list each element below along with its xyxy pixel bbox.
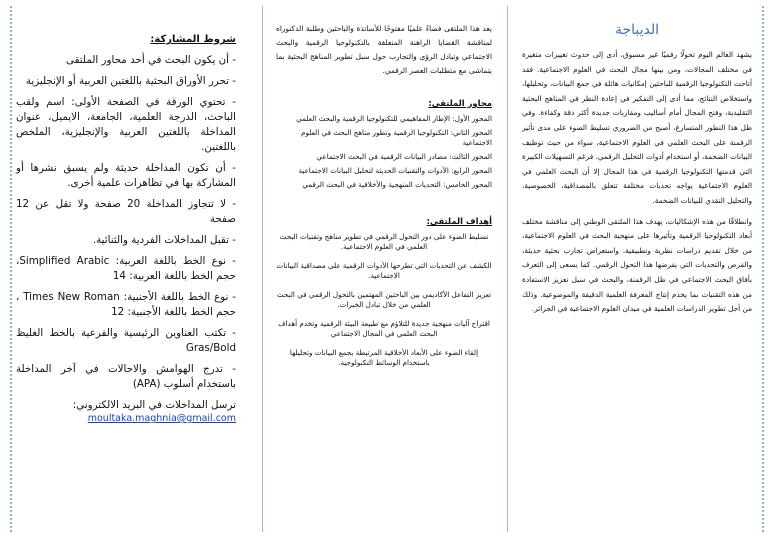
condition-item: - تكتب العناوين الرئيسية والفرعية بالخط الغليظ Gras/Bold — [16, 327, 236, 354]
goal-item: إلقاء الضوء على الأبعاد الأخلاقية المرتبطة بجمع البيانات وتحليلها باستخدام الوسائط التكنولوجية. — [289, 348, 479, 367]
goal-item: تسليط الضوء على دور التحول الرقمي في تطوير مناهج وتقنيات البحث العلمي في العلوم الاجتماعية. — [279, 232, 489, 251]
email-link[interactable]: moultaka.maghnia@gmail.com — [87, 413, 236, 424]
preamble-paragraph-2: وانطلاقًا من هذه الإشكاليات، يهدف هذا الملتقى الوطني إلى مناقشة مختلف أبعاد التكنولوجيا الرقمية وتأثيرها على منهجية البحث في العلوم الاجتماعية، من خلال تقديم دراسات نظرية وتطبيقية، واستعراض تجارب بحثية حديثة، والفرص والتحديات التي يفرضها هذا التحول الرقمي. كما يسعى إلى التعرف بأفاق البحث الاجتماعي في ظل الرقمنة، والبحث في سبل تعزيز الاستفادة من هذه التقنيات بما يخدم إنتاج المعرفة العلمية الدقيقة والموضوعية. وذلك من أجل تطوير الدراسات العلمية في ميدان العلوم الاجتماعية في الجزائر. — [522, 216, 752, 314]
intro-paragraph: يعد هذا الملتقى فضاءً علميًا مفتوحًا للأساتذة والباحثين وطلبة الدكتوراه لمناقشة القضايا الراهنة المتعلقة بالتكنولوجيا الرقمية والبحث الاجتماعي وتبادل الرؤى والتجارب حول سبل تطوير المناهج البحثية بما يتماشى مع متطلبات العصر الرقمي. — [276, 24, 492, 75]
middle-panel — [266, 6, 504, 532]
condition-item: ترسل المداخلات في البريد الالكتروني: — [72, 399, 236, 411]
condition-item: - تقبل المداخلات الفردية والثنائية. — [92, 234, 236, 246]
axis-item: المحور الثاني: التكنولوجيا الرقمية وتطور مناهج البحث في العلوم الاجتماعية — [301, 128, 492, 147]
axis-item: المحور الرابع: الأدوات والتقنيات الحديثة لتحليل البيانات الاجتماعية — [298, 166, 492, 175]
condition-item: - تدرج الهوامش والاحالات في آخر المداخلة باستخدام أسلوب (APA) — [16, 363, 236, 390]
condition-item: - نوع الخط باللغة الأجنبية: Times New Roman ، حجم الخط باللغة الأجنبية: 12 — [16, 291, 236, 318]
condition-item: - نوع الخط باللغة العربية: Simplified Arabic، حجم الخط باللغة العربية: 14 — [16, 255, 236, 282]
condition-item: - تحرر الأوراق البحثية باللغتين العربية أو الإنجليزية — [25, 75, 236, 87]
goals-title: أهداف الملتقى: — [426, 216, 492, 226]
conditions-title: شروط المشاركة: — [150, 34, 236, 45]
middle-frame-right — [507, 6, 508, 532]
condition-item: - لا تتجاوز المداخلة 20 صفحة ولا تقل عن 12 صفحة — [16, 198, 236, 225]
axis-item: المحور الأول: الإطار المفاهيمي للتكنولوجيا الرقمية والبحث العلمي — [296, 114, 492, 123]
condition-item: - أن يكون البحث في أحد محاور الملتقى — [66, 54, 236, 66]
goals-list — [276, 232, 492, 368]
goal-item: تعزيز التفاعل الأكاديمي بين الباحثين المهتمين بالتحول الرقمي في البحث العلمي من خلال تبادل الخبرات. — [276, 290, 492, 309]
conditions-panel — [6, 6, 250, 532]
preamble-panel — [512, 6, 762, 532]
conditions-list — [16, 53, 236, 413]
condition-item: - أن تكون المداخلة حديثة ولم يسبق نشرها أو المشاركة بها في تظاهرات علمية أخرى. — [16, 162, 236, 189]
axis-item: المحور الثالث: مصادر البيانات الرقمية في البحث الاجتماعي — [316, 152, 492, 161]
preamble-title: الديباجة — [614, 22, 660, 38]
goal-item: الكشف عن التحديات التي تطرحها الأدوات الرقمية على مصداقية البيانات الاجتماعية. — [276, 261, 492, 280]
axes-list — [276, 114, 492, 190]
axes-title: محاور الملتقى: — [428, 98, 492, 108]
preamble-paragraph-1: يشهد العالم اليوم تحولًا رقميًا غير مسبوق، أدى إلى حدوث تغييرات متغيرة في مختلف المجالات، ومن بينها مجال البحث في العلوم الاجتماعية. فقد أتاحت التكنولوجيا الرقمية للباحثين إمكانيات هائلة في جمع البيانات، وتحليلها، واستخلاص النتائج، مما أدى إلى التفكير في إعادة النظر في المناهج البحثية التقليدية، وفتح المجال أمام أساليب ومقاربات جديدة أكثر دقة وكفاءة. وفي ظل هذا التطور المتسارع، أصبح من الضروري تسليط الضوء على مدى تأثير الرقمنة على البحث العلمي في العلوم الاجتماعية، سواء من حيث توظيف البيانات الضخمة، أو استخدام أدوات التحليل الرقمي. فرغم التسهيلات الكبيرة التي قدمتها التكنولوجيا الرقمية في هذا المجال إلا أن البحث العلمي في العلوم الاجتماعية يواجه تحديات مختلفة تتعلق بالمصداقية، الخصوصية، والتحليل النقدي للبيانات الضخمة. — [522, 50, 752, 205]
condition-item: - تحتوي الورقة في الصفحة الأولى: اسم ولقب الباحث، الدرجة العلمية، الجامعة، الايميل، عنوان المداخلة باللغتين العربية والإنجليزية، الملخص باللغتين. — [16, 96, 236, 153]
axis-item: المحور الخامس: التحديات المنهجية والأخلاقية في البحث الرقمي — [302, 180, 492, 189]
middle-frame-left — [262, 6, 263, 532]
goal-item: اقتراح آليات منهجية جديدة للتلاؤم مع طبيعة البيئة الرقمية وتخدم أهداف البحث العلمي في المجال الاجتماعي — [278, 319, 490, 338]
